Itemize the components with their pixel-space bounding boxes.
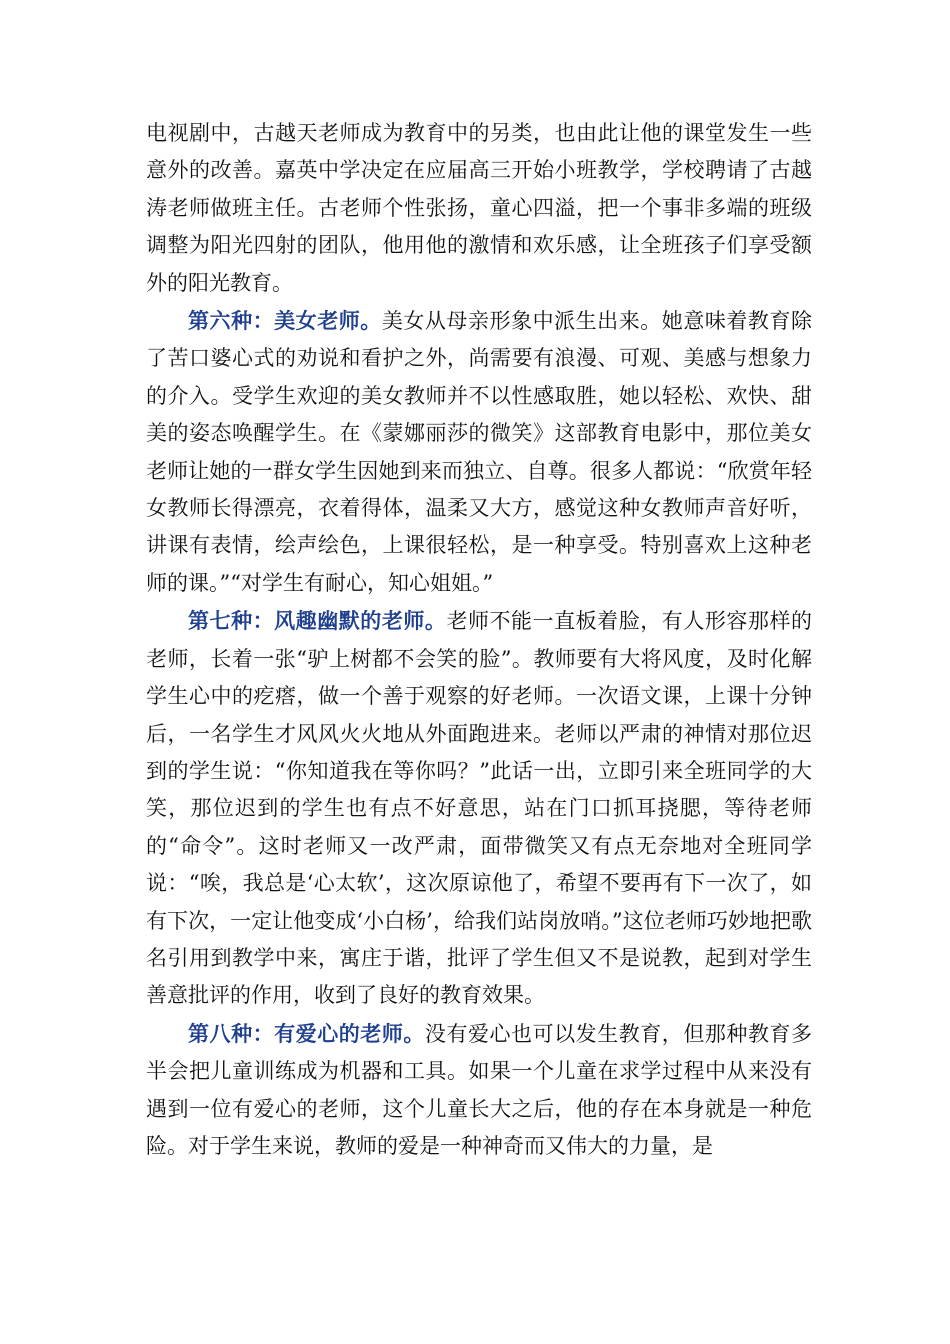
- paragraph-type-eight: [146, 1015, 812, 1166]
- paragraph-heading: 第八种：有爱心的老师。: [188, 1020, 425, 1046]
- paragraph-text: 美女从母亲形象中派生出来。她意味着教育除了苦口婆心式的劝说和看护之外，尚需要有浪漫、可观、美感与想象力的介入。受学生欢迎的美女教师并不以性感取胜，她以轻松、欢快、甜美的姿态唤醒学生。在《蒙娜丽莎的微笑》这部教育电影中，那位美女老师让她的一群女学生因她到来而独立、自尊。很多人都说：“欣赏年轻女教师长得漂亮，衣着得体，温柔又大方，感觉这种女教师声音好听，讲课有表情，绘声绘色，上课很轻松，是一种享受。特别喜欢上这种老师的课。”“对学生有耐心，知心姐姐。”: [146, 309, 813, 595]
- paragraph-type-seven: [146, 602, 812, 1014]
- paragraph-continuation: [146, 115, 812, 302]
- paragraph-heading: 第六种：美女老师。: [188, 308, 382, 334]
- paragraph-type-six: [146, 302, 812, 602]
- document-body: [146, 115, 812, 1165]
- paragraph-heading: 第七种：风趣幽默的老师。: [188, 608, 447, 634]
- paragraph-text: 老师不能一直板着脸，有人形容那样的老师，长着一张“驴上树都不会笑的脸”。教师要有大将风度，及时化解学生心中的疙瘩，做一个善于观察的好老师。一次语文课，上课十分钟后，一名学生才风风火火地从外面跑进来。老师以严肃的神情对那位迟到的学生说：“你知道我在等你吗？”此话一出，立即引来全班同学的大笑，那位迟到的学生也有点不好意思，站在门口抓耳挠腮，等待老师的“命令”。这时老师又一改严肃，面带微笑又有点无奈地对全班同学说：“唉，我总是‘心太软’，这次原谅他了，希望不要再有下一次了，如有下次，一定让他变成‘小白杨’，给我们站岗放哨。”这位老师巧妙地把歌名引用到教学中来，寓庄于谐，批评了学生但又不是说教，起到对学生善意批评的作用，收到了良好的教育效果。: [146, 609, 813, 1008]
- paragraph-text: 没有爱心也可以发生教育，但那种教育多半会把儿童训练成为机器和工具。如果一个儿童在求学过程中从来没有遇到一位有爱心的老师，这个儿童长大之后，他的存在本身就是一种危险。对于学生来说，教师的爱是一种神奇而又伟大的力量，是: [146, 1021, 813, 1158]
- paragraph-text: 电视剧中，古越天老师成为教育中的另类，也由此让他的课堂发生一些意外的改善。嘉英中学决定在应届高三开始小班教学，学校聘请了古越涛老师做班主任。古老师个性张扬，童心四溢，把一个事非多端的班级调整为阳光四射的团队，他用他的激情和欢乐感，让全班孩子们享受额外的阳光教育。: [146, 121, 812, 295]
